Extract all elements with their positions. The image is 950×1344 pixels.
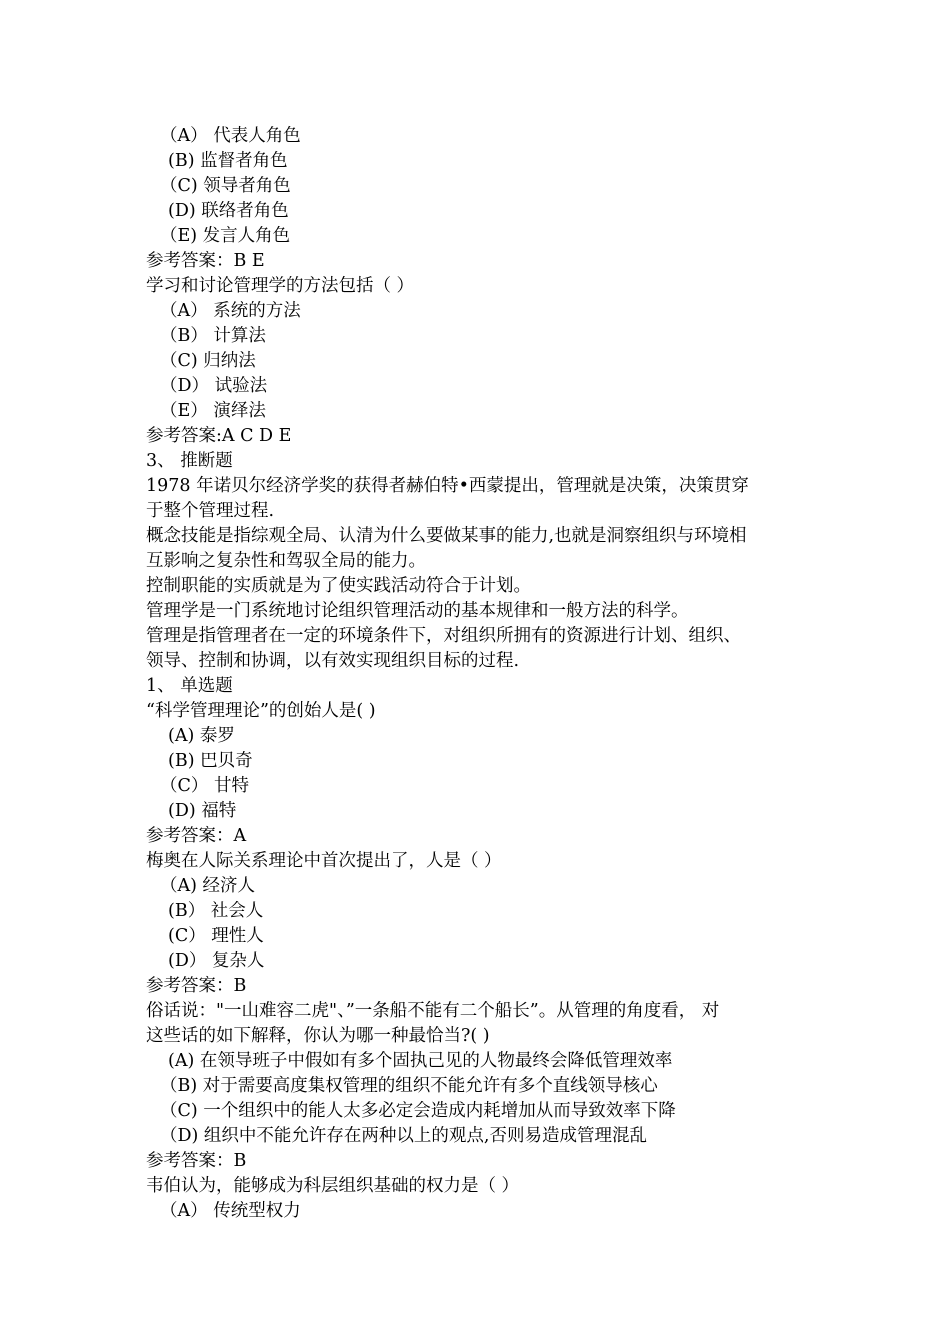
text-line: 学习和讨论管理学的方法包括（ ） [146, 276, 415, 296]
text-line: 管理学是一门系统地讨论组织管理活动的基本规律和一般方法的科学。 [146, 601, 689, 621]
text-line: （E） 演绎法 [160, 401, 266, 421]
text-line: 领导、控制和协调，以有效实现组织目标的过程. [146, 651, 520, 671]
text-line: 1978 年诺贝尔经济学奖的获得者赫伯特•西蒙提出，管理就是决策，决策贯穿 [146, 476, 749, 496]
text-line: (D) 福特 [168, 801, 237, 821]
text-line: (A) 泰罗 [168, 726, 235, 746]
text-line: 3、 推断题 [146, 451, 233, 471]
text-line: (B） 社会人 [168, 901, 264, 921]
text-line: （D） 试验法 [160, 376, 268, 396]
text-line: （D) 组织中不能允许存在两种以上的观点,否则易造成管理混乱 [160, 1126, 647, 1146]
text-line: 韦伯认为，能够成为科层组织基础的权力是（ ） [146, 1176, 520, 1196]
text-line: 1、 单选题 [146, 676, 233, 696]
text-line: (B) 巴贝奇 [168, 751, 253, 771]
text-line: 概念技能是指综观全局、认清为什么要做某事的能力,也就是洞察组织与环境相 [146, 526, 747, 546]
text-line: （A） 系统的方法 [160, 301, 301, 321]
text-line: 参考答案：B E [146, 251, 265, 271]
text-line: （A） 代表人角色 [160, 126, 301, 146]
text-line: （C) 归纳法 [160, 351, 256, 371]
text-line: 俗话说："一山难容二虎"、”一条船不能有二个船长”。从管理的角度看， 对 [146, 1001, 720, 1021]
text-line: （A） 传统型权力 [160, 1201, 301, 1221]
text-line: 控制职能的实质就是为了使实践活动符合于计划。 [146, 576, 531, 596]
text-line: “科学管理理论”的创始人是( ) [146, 701, 376, 721]
text-line: 参考答案：B [146, 976, 247, 996]
text-line: （C) 领导者角色 [160, 176, 291, 196]
text-line: （B) 对于需要高度集权管理的组织不能允许有多个直线领导核心 [160, 1076, 658, 1096]
text-line: 参考答案：B [146, 1151, 247, 1171]
text-line: 这些话的如下解释，你认为哪一种最恰当?( ) [146, 1026, 490, 1046]
text-line: 参考答案：A [146, 826, 247, 846]
text-line: (B) 监督者角色 [168, 151, 288, 171]
text-line: 梅奥在人际关系理论中首次提出了，人是（ ） [146, 851, 502, 871]
text-line: （E) 发言人角色 [160, 226, 291, 246]
text-line: （C) 一个组织中的能人太多必定会造成内耗增加从而导致效率下降 [160, 1101, 676, 1121]
text-line: (A) 在领导班子中假如有多个固执己见的人物最终会降低管理效率 [168, 1051, 673, 1071]
text-line: 管理是指管理者在一定的环境条件下，对组织所拥有的资源进行计划、组织、 [146, 626, 741, 646]
text-line: （A) 经济人 [160, 876, 256, 896]
text-line: (D) 联络者角色 [168, 201, 289, 221]
text-line: （B） 计算法 [160, 326, 266, 346]
text-line: 于整个管理过程. [146, 501, 275, 521]
text-line: 互影响之复杂性和驾驭全局的能力。 [146, 551, 426, 571]
text-line: （C） 甘特 [160, 776, 249, 796]
text-line: 参考答案:A C D E [146, 426, 292, 446]
document-body [146, 124, 816, 1224]
text-line: (C） 理性人 [168, 926, 264, 946]
text-line: (D） 复杂人 [168, 951, 265, 971]
